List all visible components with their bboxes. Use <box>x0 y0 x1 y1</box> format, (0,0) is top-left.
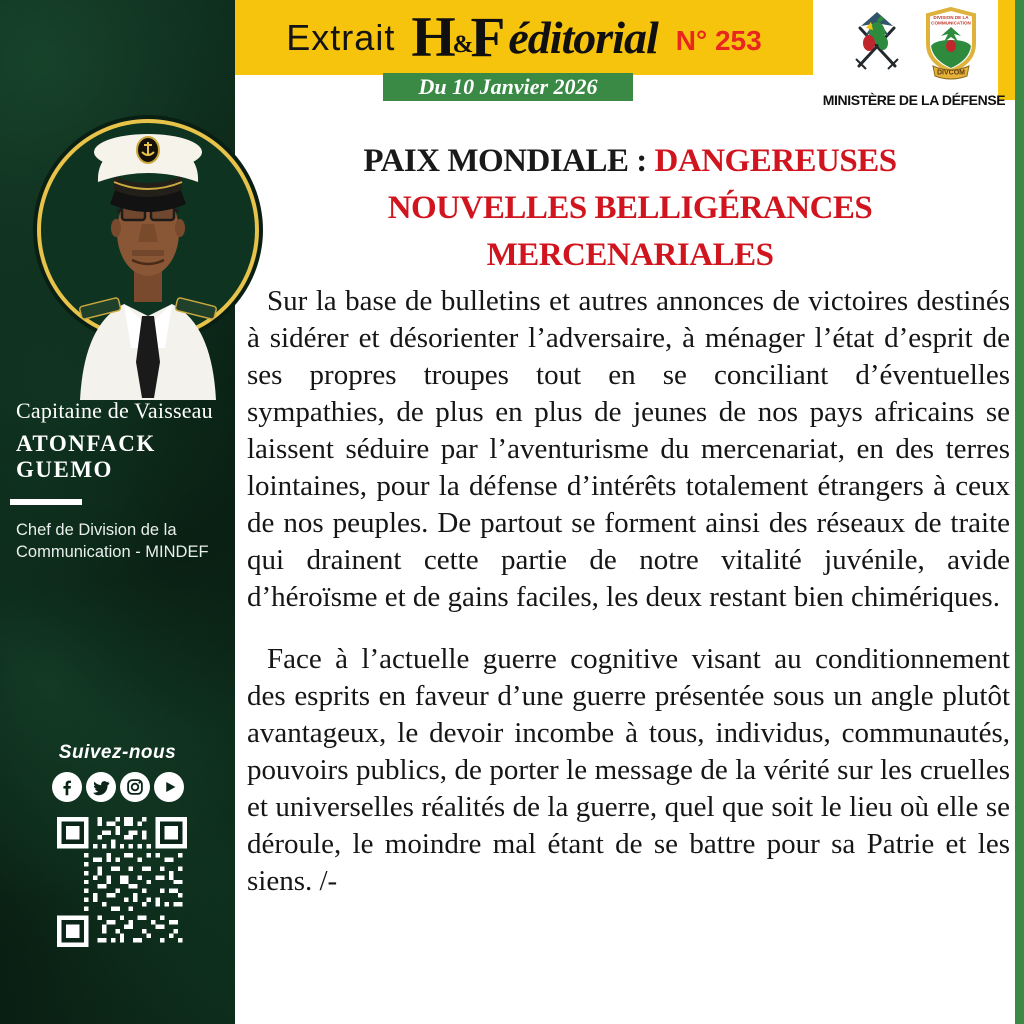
title-red-part2: NOUVELLES BELLIGÉRANCES <box>387 190 873 226</box>
svg-text:COMMUNICATION: COMMUNICATION <box>931 20 971 26</box>
header-banner <box>235 0 813 75</box>
defense-emblem-icon <box>847 6 907 80</box>
officer-rank: Capitaine de Vaisseau <box>16 398 213 423</box>
title-red-part1: DANGEREUSES <box>654 143 897 179</box>
extrait-label: Extrait <box>286 16 396 58</box>
youtube-play-icon[interactable] <box>154 772 184 802</box>
svg-text:DIVCOM: DIVCOM <box>937 69 965 77</box>
hf-logo: H & F <box>411 6 506 69</box>
date-text: Du 10 Janvier 2026 <box>418 74 598 99</box>
officer-name: ATONFACK GUEMO <box>16 431 156 482</box>
svg-text:DIVISION DE LA: DIVISION DE LA <box>933 15 969 20</box>
facebook-icon[interactable] <box>52 772 82 802</box>
emblem-row <box>818 6 1010 88</box>
article-body <box>247 283 1010 925</box>
divider <box>10 499 82 505</box>
follow-label: Suivez-nous <box>58 742 177 763</box>
title-topic: PAIX MONDIALE : <box>363 143 647 179</box>
officer-portrait <box>28 112 276 400</box>
paragraph-1: Sur la base de bulletins et autres annonces de victoires destinés à sidérer et désorienter l’adversaire, à ménager l’état d’esprit de ses propres troupes tout en se conciliant d’éventuelles sympathies, de plus en plus de jeunes de nos pays africains se laissent séduire par l’aventurisme du mercenariat, en des terres lointaines, pour la défense d’intérêts totalement étrangers à ceux de nos peuples. De partout se forment ainsi des réseaux de traite qui drainent cette partie de notre vitalité juvénile, avide d’héroïsme et de gains faciles, les deux restant bien chimériques. <box>247 285 1010 613</box>
follow-block <box>0 742 235 802</box>
qr-code <box>57 816 187 948</box>
twitter-icon[interactable] <box>86 772 116 802</box>
social-row <box>0 772 235 802</box>
article-title <box>250 138 1010 279</box>
right-green-stripe <box>1015 0 1024 1024</box>
ministry-label: MINISTÈRE DE LA DÉFENSE <box>822 92 1006 108</box>
divcom-emblem-icon <box>921 6 981 80</box>
paragraph-2: Face à l’actuelle guerre cognitive visant au conditionnement des esprits en faveur d’une guerre présentée sous un angle plutôt avantageux, le devoir incombe à tous, individus, communautés, pouvoirs publics, de porter le message de la vérité sur les cruelles et universelles réalités de la guerre, quel que soit le lieu où elle se déroule, le moindre mal étant de se battre pour sa Patrie et les siens. /- <box>247 643 1010 897</box>
date-banner <box>383 73 633 101</box>
officer-caption <box>0 398 235 563</box>
officer-role: Chef de Division de la Communication - MINDEF <box>16 521 209 561</box>
title-red-part3: MERCENARIALES <box>486 237 774 273</box>
ministry-block <box>818 6 1010 108</box>
issue-number: N° 253 <box>675 24 762 56</box>
instagram-icon[interactable] <box>120 772 150 802</box>
editorial-label: éditorial <box>508 11 658 63</box>
